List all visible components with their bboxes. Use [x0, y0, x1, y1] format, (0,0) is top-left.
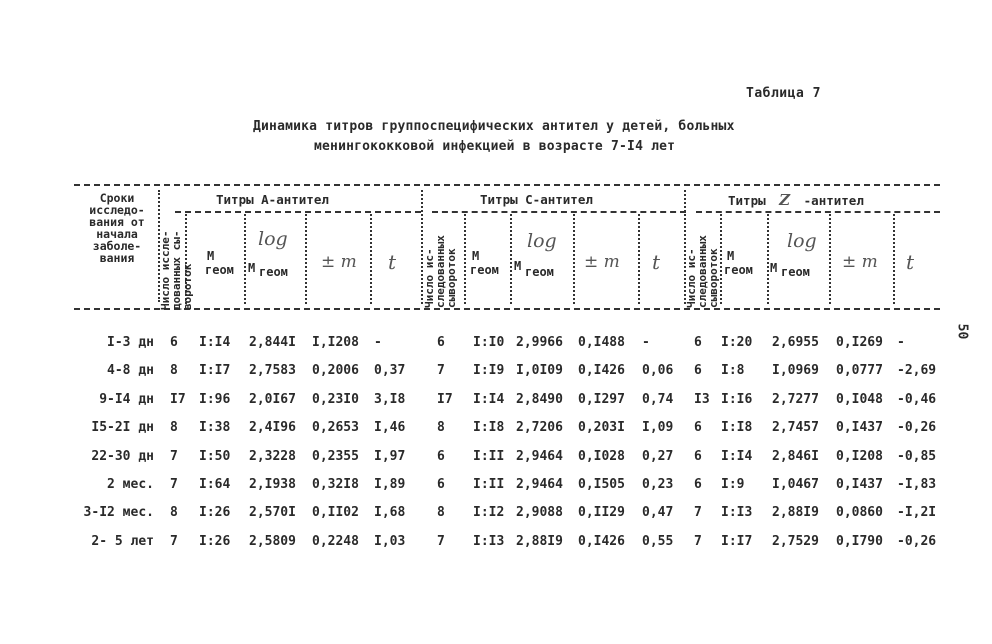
header-bottom-rule	[74, 308, 940, 310]
header-group-c: Титры С-антител	[480, 192, 593, 207]
cell-count-a: 7	[170, 449, 178, 464]
cell-term: 3-I2 мес.	[83, 505, 154, 520]
cell-m-geom-c: I:II	[473, 477, 505, 492]
subhdr-m-main: M	[727, 249, 735, 263]
cell-count-z: 6	[694, 335, 702, 350]
cell-t-a: I,89	[374, 477, 406, 492]
table-title-line-2: менингококковой инфекцией в возрасте 7-I4 лет	[314, 139, 676, 154]
cell-log-z: 2,7277	[772, 392, 819, 407]
cell-count-a: 7	[170, 534, 178, 549]
subhdr-pm-m: ± m	[842, 252, 878, 272]
cell-t-z: -2,69	[897, 363, 937, 378]
cell-log-z: 2,88I9	[772, 505, 819, 520]
cell-m-geom-a: I:26	[199, 505, 231, 520]
header-count-line: сывороток	[445, 248, 458, 308]
cell-term: I5-2I дн	[91, 420, 154, 435]
cell-log-c: 2,9966	[516, 335, 563, 350]
cell-pm-z: 0,I048	[836, 392, 883, 407]
subhdr-m-sub: геом	[470, 263, 499, 277]
header-group-z	[728, 191, 864, 209]
table-label: Таблица 7	[746, 86, 821, 101]
cell-m-geom-a: I:I7	[199, 363, 231, 378]
subhdr-m-main: M	[770, 261, 778, 275]
cell-count-c: 6	[437, 449, 445, 464]
cell-log-c: 2,9464	[516, 477, 563, 492]
subhdr-m-sub: геом	[205, 263, 234, 277]
header-count-a	[160, 196, 193, 310]
subhdr-log-hand: log	[787, 230, 817, 252]
cell-log-a: 2,5809	[249, 534, 296, 549]
cell-pm-z: 0,I437	[836, 477, 883, 492]
header-terms-line: вания	[99, 251, 135, 265]
column-separator	[244, 214, 246, 304]
cell-pm-a: I,I208	[312, 335, 359, 350]
page-number: 50	[954, 323, 970, 340]
cell-m-geom-c: I:I2	[473, 505, 505, 520]
cell-count-z: 6	[694, 420, 702, 435]
cell-count-c: 7	[437, 363, 445, 378]
table-row	[0, 420, 992, 440]
cell-pm-z: 0,I790	[836, 534, 883, 549]
subhdr-pm-m: ± m	[584, 252, 620, 272]
cell-log-a: 2,570I	[249, 505, 296, 520]
cell-log-z: 2,7529	[772, 534, 819, 549]
cell-m-geom-z: I:I4	[721, 449, 753, 464]
cell-t-c: 0,23	[642, 477, 674, 492]
table-row	[0, 392, 992, 412]
cell-count-c: I7	[437, 392, 453, 407]
table-row	[0, 534, 992, 554]
column-separator	[638, 214, 640, 304]
header-terms-line: вания от	[89, 215, 145, 229]
cell-log-c: I,0I09	[516, 363, 563, 378]
header-terms-line: начала	[96, 227, 138, 241]
cell-m-geom-c: I:II	[473, 449, 505, 464]
cell-t-z: -I,83	[897, 477, 937, 492]
header-count-c	[424, 212, 457, 308]
cell-count-z: 6	[694, 449, 702, 464]
cell-t-a: 3,I8	[374, 392, 406, 407]
cell-pm-c: 0,II29	[578, 505, 625, 520]
cell-pm-c: 0,I426	[578, 363, 625, 378]
subhdr-m-sub: геом	[525, 265, 554, 279]
header-count-line: дованных сы-	[170, 230, 183, 310]
header-terms-line: Сроки	[99, 191, 135, 205]
cell-t-z: -0,46	[897, 392, 937, 407]
cell-pm-a: 0,2248	[312, 534, 359, 549]
cell-t-z: -	[897, 335, 905, 350]
cell-count-z: 7	[694, 505, 702, 520]
subhdr-m-sub: геом	[724, 263, 753, 277]
header-count-line: вороток	[181, 263, 194, 310]
header-count-line: Число ис-	[685, 248, 698, 308]
column-separator	[767, 214, 769, 304]
subhdr-m-main: M	[472, 249, 480, 263]
cell-m-geom-z: I:I8	[721, 420, 753, 435]
subhdr-m-main: M	[514, 259, 522, 273]
cell-t-c: 0,27	[642, 449, 674, 464]
group-c-rule	[432, 211, 686, 213]
group-z-rule	[696, 211, 940, 213]
table-row	[0, 505, 992, 525]
cell-pm-a: 0,23I0	[312, 392, 359, 407]
cell-m-geom-c: I:I4	[473, 392, 505, 407]
cell-t-c: 0,06	[642, 363, 674, 378]
cell-count-a: 8	[170, 420, 178, 435]
cell-pm-c: 0,203I	[578, 420, 625, 435]
header-count-line: Число иссле-	[159, 230, 172, 310]
cell-log-a: 2,I938	[249, 477, 296, 492]
cell-m-geom-c: I:I8	[473, 420, 505, 435]
column-separator	[893, 214, 895, 304]
cell-t-a: I,03	[374, 534, 406, 549]
header-group-z-prefix: Титры	[728, 193, 766, 208]
cell-log-c: 2,8490	[516, 392, 563, 407]
cell-term: 2- 5 лет	[91, 534, 154, 549]
cell-t-c: -	[642, 335, 650, 350]
cell-count-a: 6	[170, 335, 178, 350]
cell-count-c: 8	[437, 420, 445, 435]
column-separator	[720, 214, 722, 304]
subhdr-m-main: M	[248, 261, 256, 275]
header-count-z	[686, 212, 719, 308]
cell-count-a: 8	[170, 363, 178, 378]
cell-pm-c: 0,I505	[578, 477, 625, 492]
cell-term: I-3 дн	[107, 335, 154, 350]
cell-m-geom-c: I:I9	[473, 363, 505, 378]
subhdr-t-hand: t	[388, 250, 397, 274]
cell-pm-z: 0,I269	[836, 335, 883, 350]
cell-t-c: I,09	[642, 420, 674, 435]
cell-log-z: I,0467	[772, 477, 819, 492]
cell-m-geom-a: I:50	[199, 449, 231, 464]
cell-m-geom-a: I:26	[199, 534, 231, 549]
header-top-rule	[74, 184, 940, 186]
cell-term: 4-8 дн	[107, 363, 154, 378]
cell-t-c: 0,74	[642, 392, 674, 407]
subhdr-m-sub: геом	[781, 265, 810, 279]
cell-t-a: 0,37	[374, 363, 406, 378]
header-count-line: следованных	[434, 235, 447, 308]
cell-pm-c: 0,I426	[578, 534, 625, 549]
cell-pm-c: 0,I297	[578, 392, 625, 407]
cell-m-geom-z: I:I6	[721, 392, 753, 407]
cell-pm-c: 0,I488	[578, 335, 625, 350]
header-group-z-suffix: -антител	[803, 193, 864, 208]
cell-t-c: 0,55	[642, 534, 674, 549]
header-terms	[78, 192, 156, 264]
table-row	[0, 477, 992, 497]
cell-m-geom-z: I:9	[721, 477, 745, 492]
header-count-line: сывороток	[707, 248, 720, 308]
cell-pm-z: 0,I437	[836, 420, 883, 435]
subhdr-m-main: M	[207, 249, 215, 263]
group-a-rule	[175, 211, 421, 213]
cell-term: 22-30 дн	[91, 449, 154, 464]
cell-pm-a: 0,32I8	[312, 477, 359, 492]
cell-log-z: 2,6955	[772, 335, 819, 350]
cell-count-z: 6	[694, 477, 702, 492]
header-count-line: следованных	[696, 235, 709, 308]
cell-m-geom-z: I:I7	[721, 534, 753, 549]
cell-pm-z: 0,0777	[836, 363, 883, 378]
column-separator	[370, 214, 372, 304]
cell-log-a: 2,3228	[249, 449, 296, 464]
subhdr-t-hand: t	[652, 250, 661, 274]
cell-t-a: I,46	[374, 420, 406, 435]
cell-pm-a: 0,2653	[312, 420, 359, 435]
cell-term: 2 мес.	[107, 477, 154, 492]
subhdr-t-hand: t	[906, 250, 915, 274]
cell-t-a: -	[374, 335, 382, 350]
cell-pm-z: 0,I208	[836, 449, 883, 464]
cell-log-z: 2,7457	[772, 420, 819, 435]
table-row	[0, 449, 992, 469]
cell-m-geom-c: I:I0	[473, 335, 505, 350]
cell-m-geom-a: I:96	[199, 392, 231, 407]
cell-m-geom-z: I:20	[721, 335, 753, 350]
subhdr-log-hand: log	[527, 230, 557, 252]
cell-count-a: 7	[170, 477, 178, 492]
cell-t-z: -0,26	[897, 534, 937, 549]
cell-log-z: I,0969	[772, 363, 819, 378]
cell-log-a: 2,7583	[249, 363, 296, 378]
table-row	[0, 363, 992, 383]
cell-count-z: 6	[694, 363, 702, 378]
cell-t-a: I,68	[374, 505, 406, 520]
cell-log-c: 2,9464	[516, 449, 563, 464]
header-group-a: Титры А-антител	[216, 192, 329, 207]
subhdr-log-hand: log	[258, 228, 288, 250]
header-terms-line: заболе-	[92, 239, 142, 253]
cell-pm-c: 0,I028	[578, 449, 625, 464]
cell-count-c: 7	[437, 534, 445, 549]
cell-m-geom-z: I:8	[721, 363, 745, 378]
column-separator	[573, 214, 575, 304]
cell-log-c: 2,9088	[516, 505, 563, 520]
cell-log-a: 2,844I	[249, 335, 296, 350]
cell-log-a: 2,4I96	[249, 420, 296, 435]
cell-term: 9-I4 дн	[99, 392, 154, 407]
cell-t-c: 0,47	[642, 505, 674, 520]
table-row	[0, 335, 992, 355]
subhdr-m-sub: геом	[259, 265, 288, 279]
cell-pm-z: 0,0860	[836, 505, 883, 520]
cell-t-z: -0,26	[897, 420, 937, 435]
cell-pm-a: 0,2006	[312, 363, 359, 378]
column-separator	[829, 214, 831, 304]
column-separator	[510, 214, 512, 304]
header-count-line: Число ис-	[423, 248, 436, 308]
header-group-z-letter: Z	[779, 191, 791, 209]
cell-t-a: I,97	[374, 449, 406, 464]
column-separator	[305, 214, 307, 304]
cell-log-a: 2,0I67	[249, 392, 296, 407]
cell-m-geom-c: I:I3	[473, 534, 505, 549]
column-separator	[464, 214, 466, 304]
header-terms-line: исследо-	[89, 203, 145, 217]
cell-count-z: 7	[694, 534, 702, 549]
cell-m-geom-a: I:38	[199, 420, 231, 435]
cell-pm-a: 0,2355	[312, 449, 359, 464]
subhdr-pm-m: ± m	[321, 252, 357, 272]
cell-pm-a: 0,II02	[312, 505, 359, 520]
cell-count-c: 8	[437, 505, 445, 520]
cell-count-z: I3	[694, 392, 710, 407]
cell-m-geom-a: I:64	[199, 477, 231, 492]
cell-t-z: -0,85	[897, 449, 937, 464]
cell-count-c: 6	[437, 335, 445, 350]
cell-log-c: 2,88I9	[516, 534, 563, 549]
cell-log-c: 2,7206	[516, 420, 563, 435]
cell-m-geom-z: I:I3	[721, 505, 753, 520]
cell-count-c: 6	[437, 477, 445, 492]
cell-count-a: I7	[170, 392, 186, 407]
table-title-line-1: Динамика титров группоспецифических антител у детей, больных	[253, 119, 735, 134]
cell-t-z: -I,2I	[897, 505, 937, 520]
cell-log-z: 2,846I	[772, 449, 819, 464]
cell-count-a: 8	[170, 505, 178, 520]
cell-m-geom-a: I:I4	[199, 335, 231, 350]
